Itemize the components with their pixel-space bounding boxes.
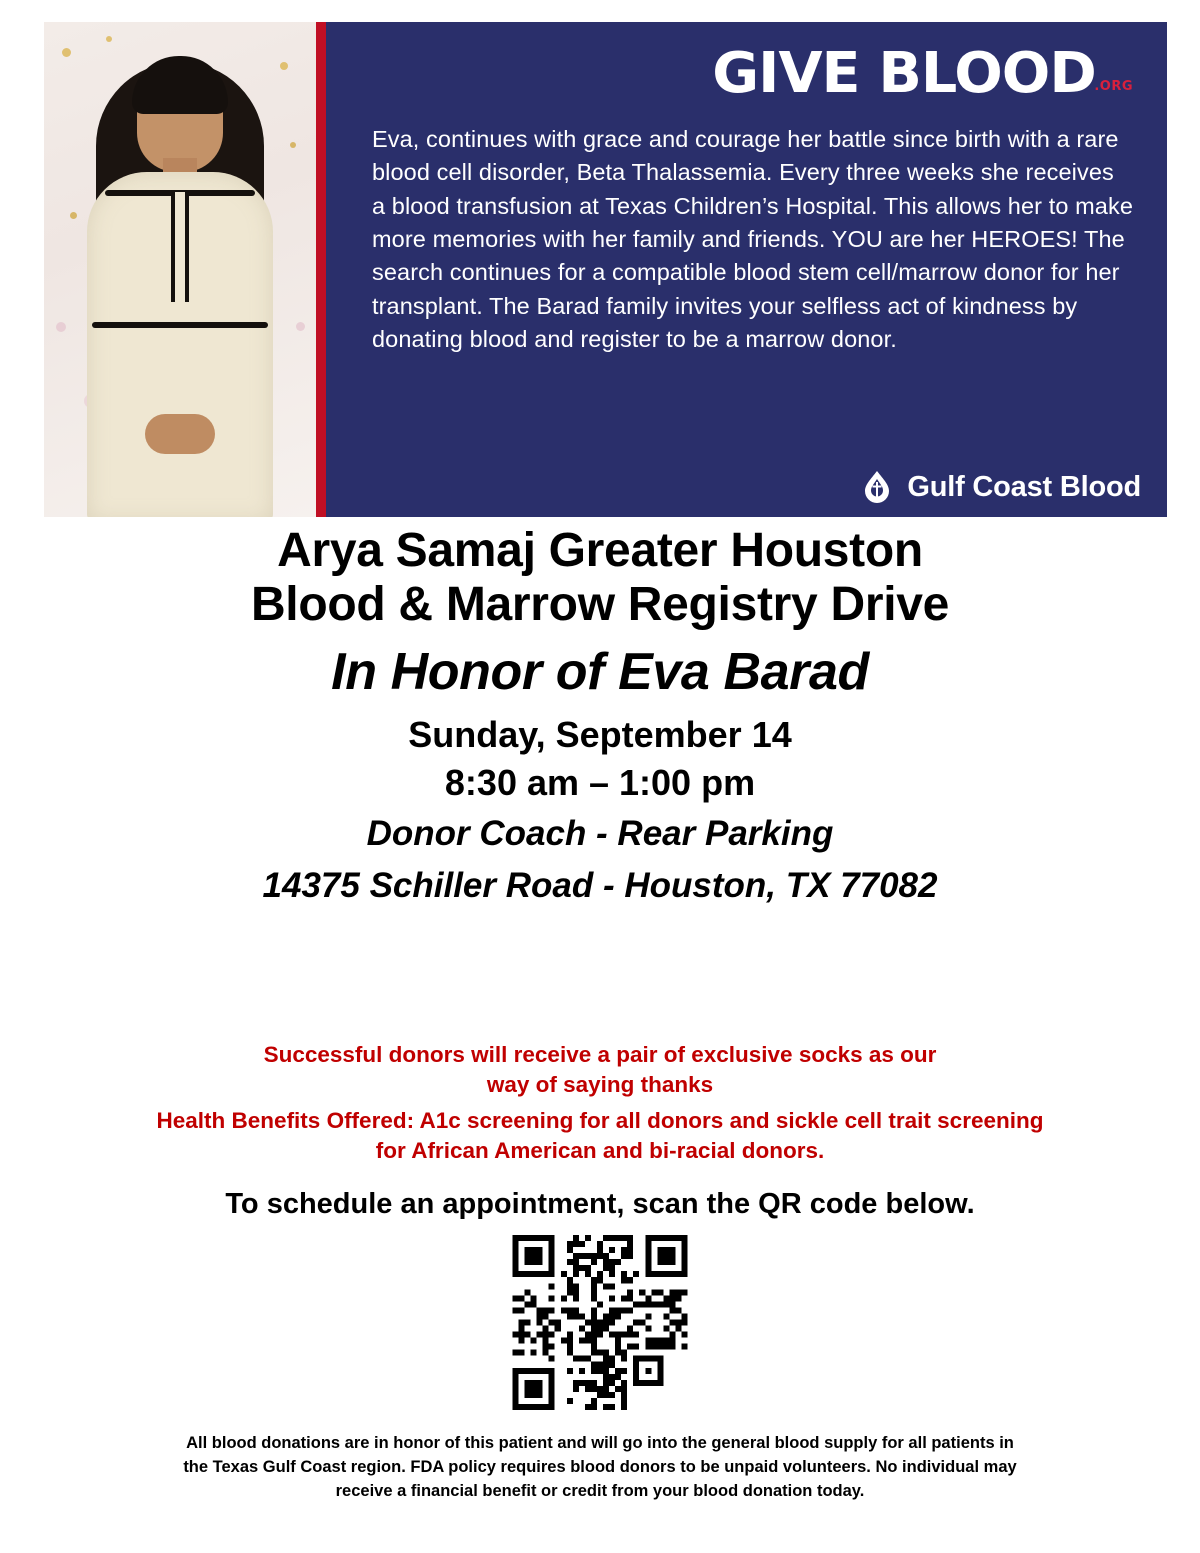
disclaimer-line-1: All blood donations are in honor of this patient and will go into the general blood supply for all patients in xyxy=(186,1434,1014,1452)
photo-figure-hands xyxy=(145,414,215,454)
patient-story-paragraph: Eva, continues with grace and courage her battle since birth with a rare blood cell disorder, Beta Thalassemia. Every three weeks she receives a blood transfusion at Texas Children’s Hospital. This allows her to make more memories with her family and friends. YOU are her HEROES! The search continues for a compatible blood stem cell/marrow donor for her transplant. The Barad family invites your selfless act of kindness by donating blood and register to be a marrow donor. xyxy=(372,126,1133,353)
photo-figure-dress-trim xyxy=(92,322,268,328)
organization-line-2: Blood & Marrow Registry Drive xyxy=(250,577,950,631)
legal-disclaimer xyxy=(125,1432,1075,1504)
health-benefits-line-2: for African American and bi-racial donors. xyxy=(375,1137,825,1163)
photo-figure-dress-placket xyxy=(171,192,189,302)
give-blood-logo xyxy=(372,41,1133,106)
photo-confetti xyxy=(106,36,112,42)
gulf-coast-blood-name: Gulf Coast Blood xyxy=(907,470,1141,503)
incentive-note-line-1: Successful donors will receive a pair of exclusive socks as our xyxy=(263,1042,937,1067)
give-blood-wordmark: GIVE BLOOD xyxy=(712,41,1097,106)
gulf-coast-blood-logo xyxy=(859,469,1141,505)
photo-confetti xyxy=(290,142,296,148)
appointment-cta: To schedule an appointment, scan the QR code below. xyxy=(225,1188,975,1220)
health-benefits-note xyxy=(0,1106,1200,1166)
photo-confetti xyxy=(296,322,305,331)
banner-accent-rule xyxy=(316,22,326,517)
give-blood-org-suffix: .ORG xyxy=(1094,78,1133,94)
photo-confetti xyxy=(62,48,71,57)
banner-content xyxy=(326,22,1167,517)
qr-code-image[interactable] xyxy=(513,1235,688,1410)
event-date: Sunday, September 14 xyxy=(408,713,792,755)
photo-figure-hair-top xyxy=(132,56,228,114)
incentive-note-line-2: way of saying thanks xyxy=(486,1071,714,1097)
patient-photo xyxy=(44,22,316,517)
appointment-qr-code[interactable] xyxy=(513,1235,688,1410)
honoree-line: In Honor of Eva Barad xyxy=(331,642,869,701)
health-benefits-line-1: Health Benefits Offered: A1c screening for all donors and sickle cell trait screening xyxy=(156,1107,1044,1133)
photo-confetti xyxy=(280,62,288,70)
gulf-coast-blood-drop-icon xyxy=(859,469,895,505)
event-title-block xyxy=(0,524,1200,906)
incentive-note xyxy=(0,1040,1200,1100)
hero-banner xyxy=(44,22,1167,517)
disclaimer-line-2: the Texas Gulf Coast region. FDA policy requires blood donors to be unpaid volunteers. No individual may xyxy=(183,1457,1017,1476)
disclaimer-line-3: receive a financial benefit or credit from your blood donation today. xyxy=(335,1481,865,1500)
donor-incentive-notes xyxy=(0,1040,1200,1166)
photo-confetti xyxy=(56,322,66,332)
organization-line-1: Arya Samaj Greater Houston xyxy=(277,524,923,577)
event-time: 8:30 am – 1:00 pm xyxy=(444,761,756,803)
event-location: Donor Coach - Rear Parking xyxy=(366,813,834,853)
photo-confetti xyxy=(70,212,77,219)
event-address: 14375 Schiller Road - Houston, TX 77082 xyxy=(262,865,938,905)
